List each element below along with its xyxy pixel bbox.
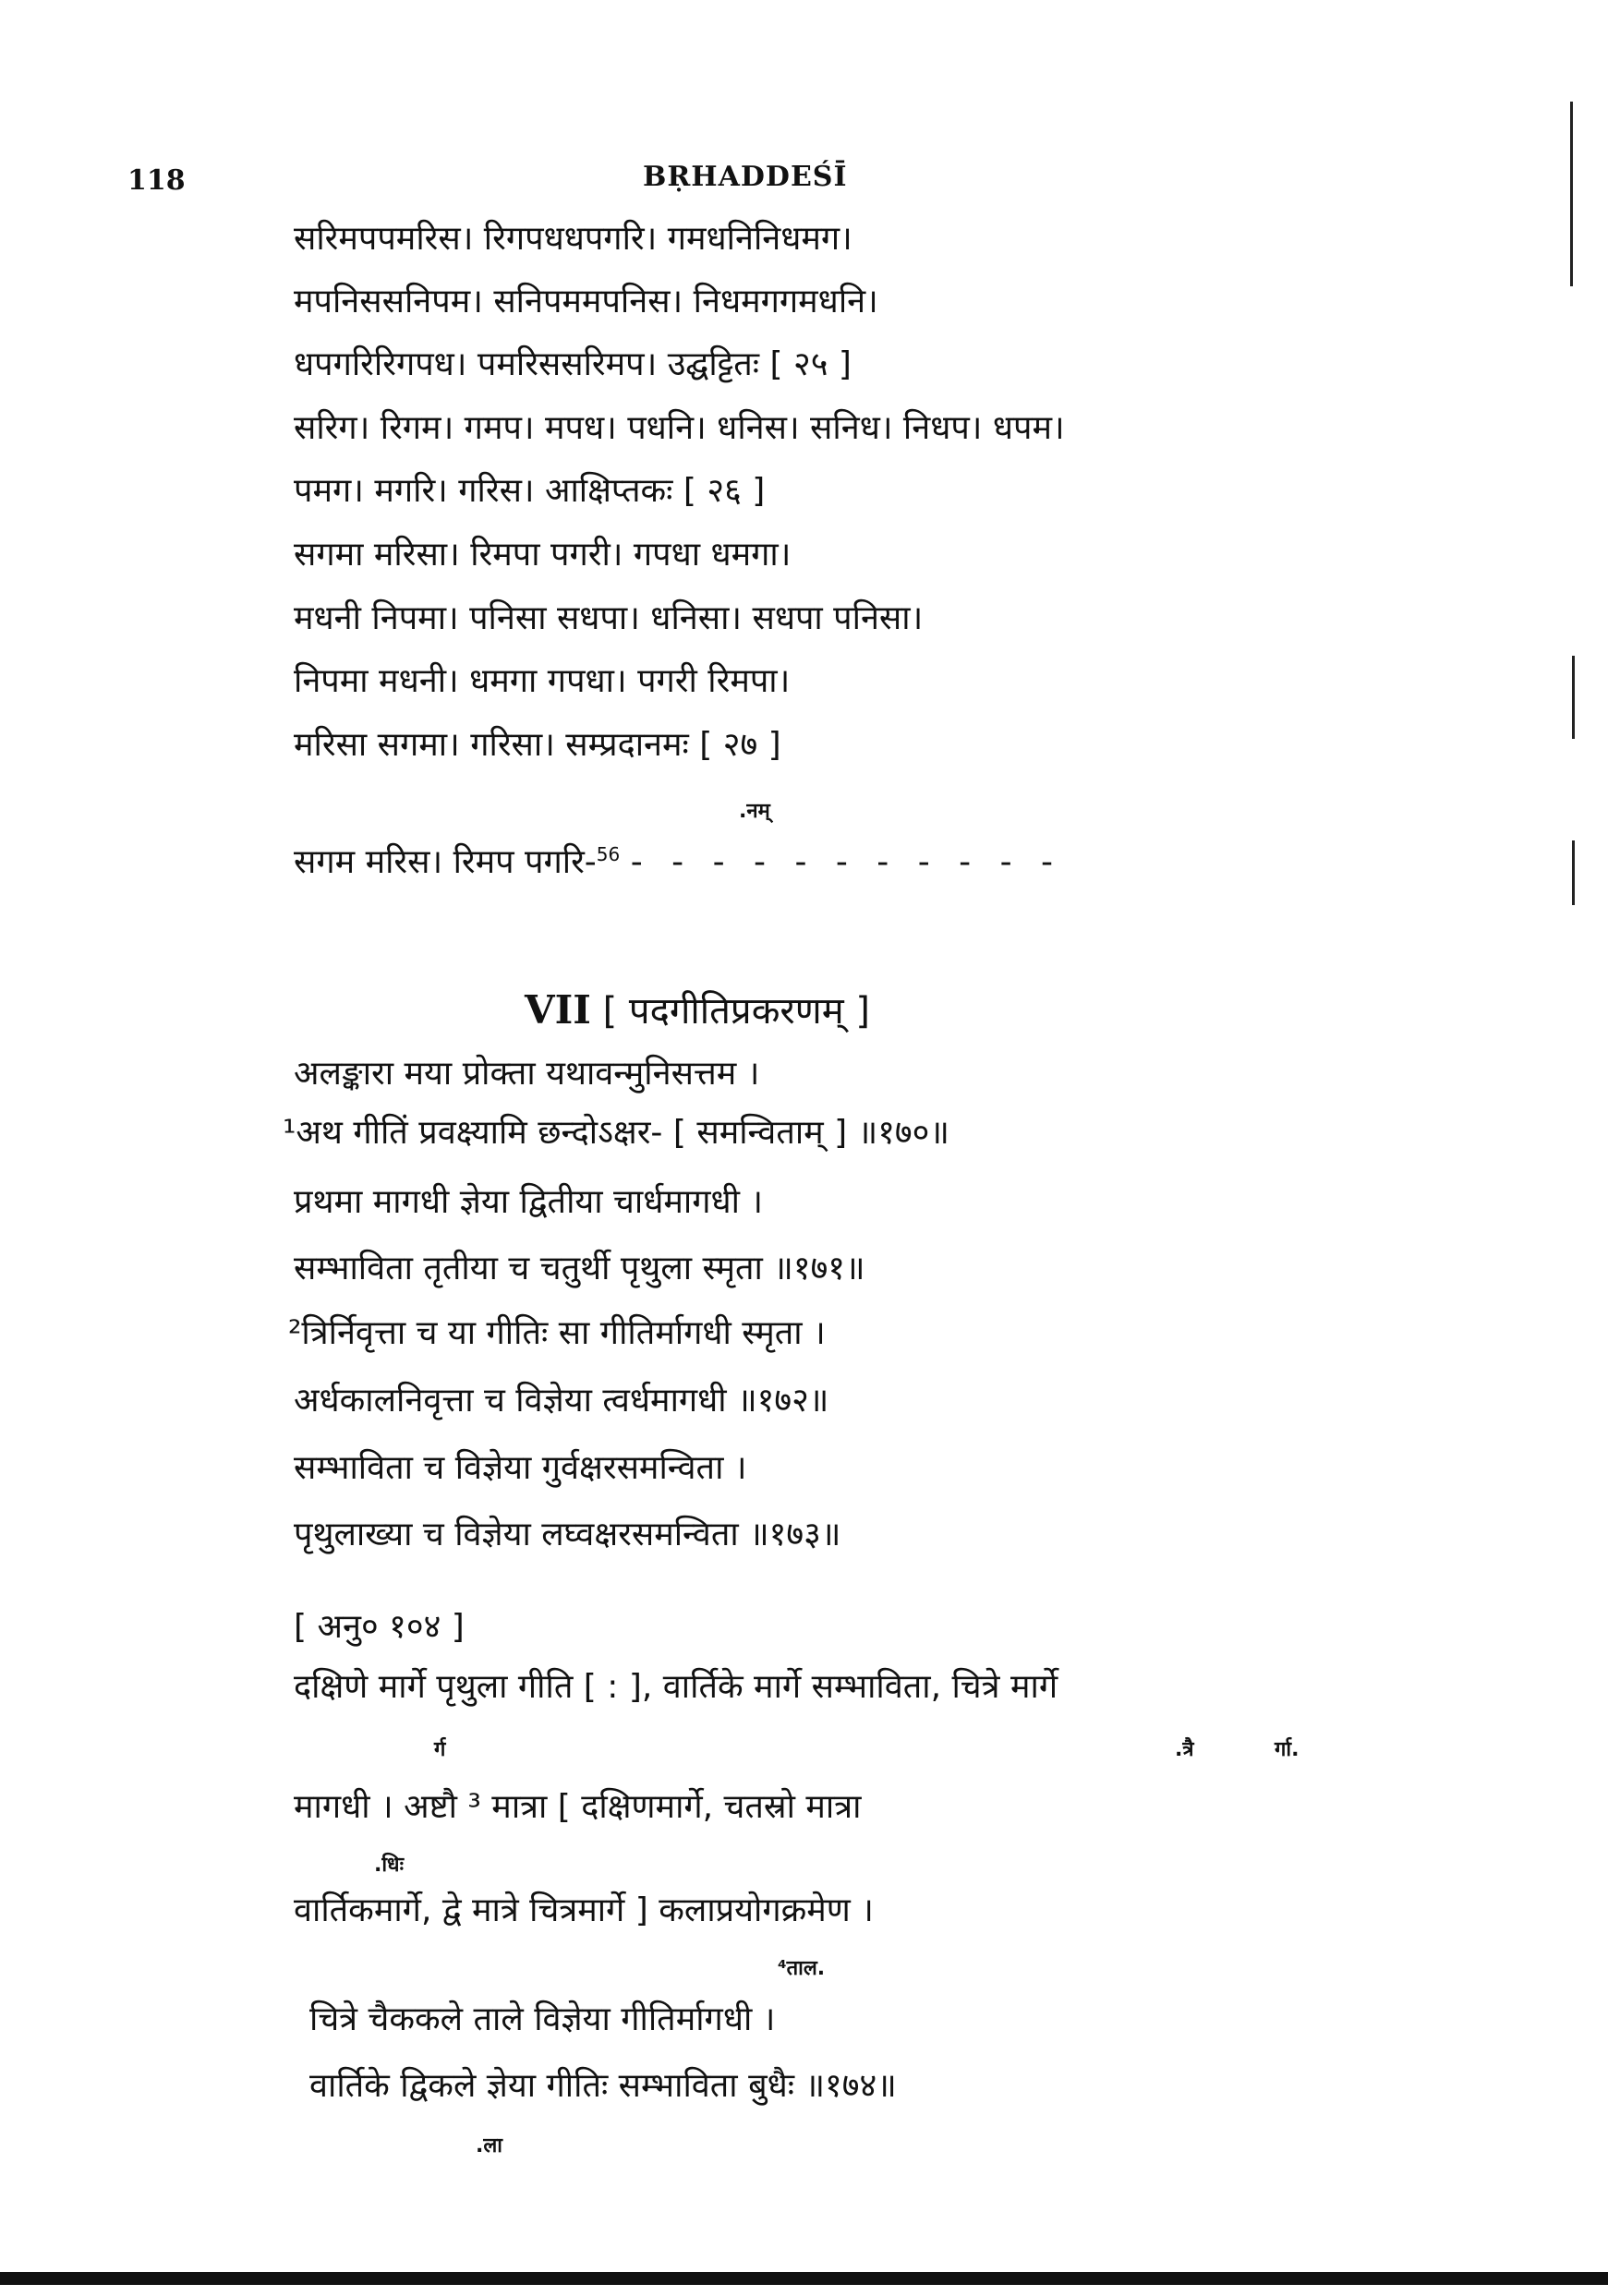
variant-reading: र्गा.	[1275, 1738, 1300, 1761]
commentary-line: मागधी । अष्टौ ³ मात्रा [ दक्षिणमार्गे, चतस्रो मात्रा	[294, 1788, 862, 1826]
margin-mark	[1570, 102, 1573, 286]
commentary-line: चित्रे चैककले ताले विज्ञेया गीतिर्मागधी ।	[309, 2000, 776, 2038]
notation-line: सरिमपपमरिस। रिगपधधपगरि। गमधनिनिधमग।	[294, 220, 852, 258]
commentary-line: दक्षिणे मार्गे पृथुला गीति [ : ], वार्तिके मार्गे सम्भाविता, चित्रे मार्गे	[294, 1668, 1058, 1706]
page-number: 118	[127, 164, 186, 197]
commentary-line: वार्तिके द्विकले ज्ञेया गीतिः सम्भाविता बुधैः ॥१७४॥	[309, 2067, 897, 2105]
dash-line: - - - - - - - - - - -	[630, 843, 1063, 881]
notation-line: मधनी निपमा। पनिसा सधपा। धनिसा। सधपा पनिसा।	[294, 599, 924, 637]
verse-line: ²त्रिर्निवृत्ता च या गीतिः सा गीतिर्मागधी स्मृता ।	[288, 1314, 826, 1352]
notation-line: मरिसा सगमा। गरिसा। सम्प्रदानमः [ २७ ]	[294, 726, 781, 764]
notation-text: सगम मरिस। रिमप पगरि-	[294, 843, 597, 881]
variant-reading: .नम्	[739, 800, 770, 823]
verse-line: अलङ्कारा मया प्रोक्ता यथावन्मुनिसत्तम ।	[294, 1055, 760, 1093]
commentary-reference: [ अनु० १०४ ]	[294, 1608, 465, 1646]
variant-reading: ⁴ताल.	[778, 1957, 826, 1980]
verse-line: अर्धकालनिवृत्ता च विज्ञेया त्वर्धमागधी ॥१७२॥	[294, 1382, 829, 1420]
verse-line: प्रथमा मागधी ज्ञेया द्वितीया चार्धमागधी ।	[294, 1183, 764, 1221]
margin-mark	[1572, 840, 1575, 905]
footnote-marker: 56	[596, 843, 621, 865]
verse-line: पृथुलाख्या च विज्ञेया लघ्वक्षरसमन्विता ॥१७३॥	[294, 1516, 841, 1553]
section-title: [ पदगीतिप्रकरणम् ]	[602, 990, 870, 1033]
notation-line: सगमा मरिसा। रिमपा पगरी। गपधा धमगा।	[294, 536, 792, 574]
variant-reading: .ला	[476, 2134, 502, 2157]
notation-line: सरिग। रिगम। गमप। मपध। पधनि। धनिस। सनिध। निधप। धपम।	[294, 409, 1065, 447]
variant-reading: .त्रै	[1175, 1738, 1194, 1761]
running-head: BṚHADDEŚĪ	[643, 161, 848, 193]
verse-line: ¹अथ गीतिं प्रवक्ष्यामि छन्दोऽक्षर- [ समन्विताम् ] ॥१७०॥	[283, 1114, 949, 1152]
variant-reading: .धिः	[374, 1854, 405, 1877]
bottom-rule	[0, 2272, 1608, 2285]
notation-line: निपमा मधनी। धमगा गपधा। पगरी रिमपा।	[294, 662, 791, 700]
margin-mark	[1572, 656, 1575, 739]
commentary-line: वार्तिकमार्गे, द्वे मात्रे चित्रमार्गे ] कलाप्रयोगक्रमेण ।	[294, 1891, 874, 1929]
verse-line: सम्भाविता तृतीया च चतुर्थी पृथुला स्मृता ॥१७१॥	[294, 1250, 865, 1287]
section-number: VII	[525, 987, 591, 1033]
section-heading	[525, 984, 870, 1034]
notation-line: मपनिससनिपम। सनिपममपनिस। निधमगगमधनि।	[294, 283, 878, 320]
notation-line: धपगरिरिगपध। पमरिससरिमप। उद्घट्टितः [ २५ ]	[294, 345, 852, 383]
variant-reading: र्ग	[434, 1738, 446, 1761]
notation-line-last	[294, 842, 1062, 883]
verse-line: सम्भाविता च विज्ञेया गुर्वक्षरसमन्विता ।	[294, 1449, 747, 1487]
notation-line: पमग। मगरि। गरिस। आक्षिप्तकः [ २६ ]	[294, 472, 766, 510]
